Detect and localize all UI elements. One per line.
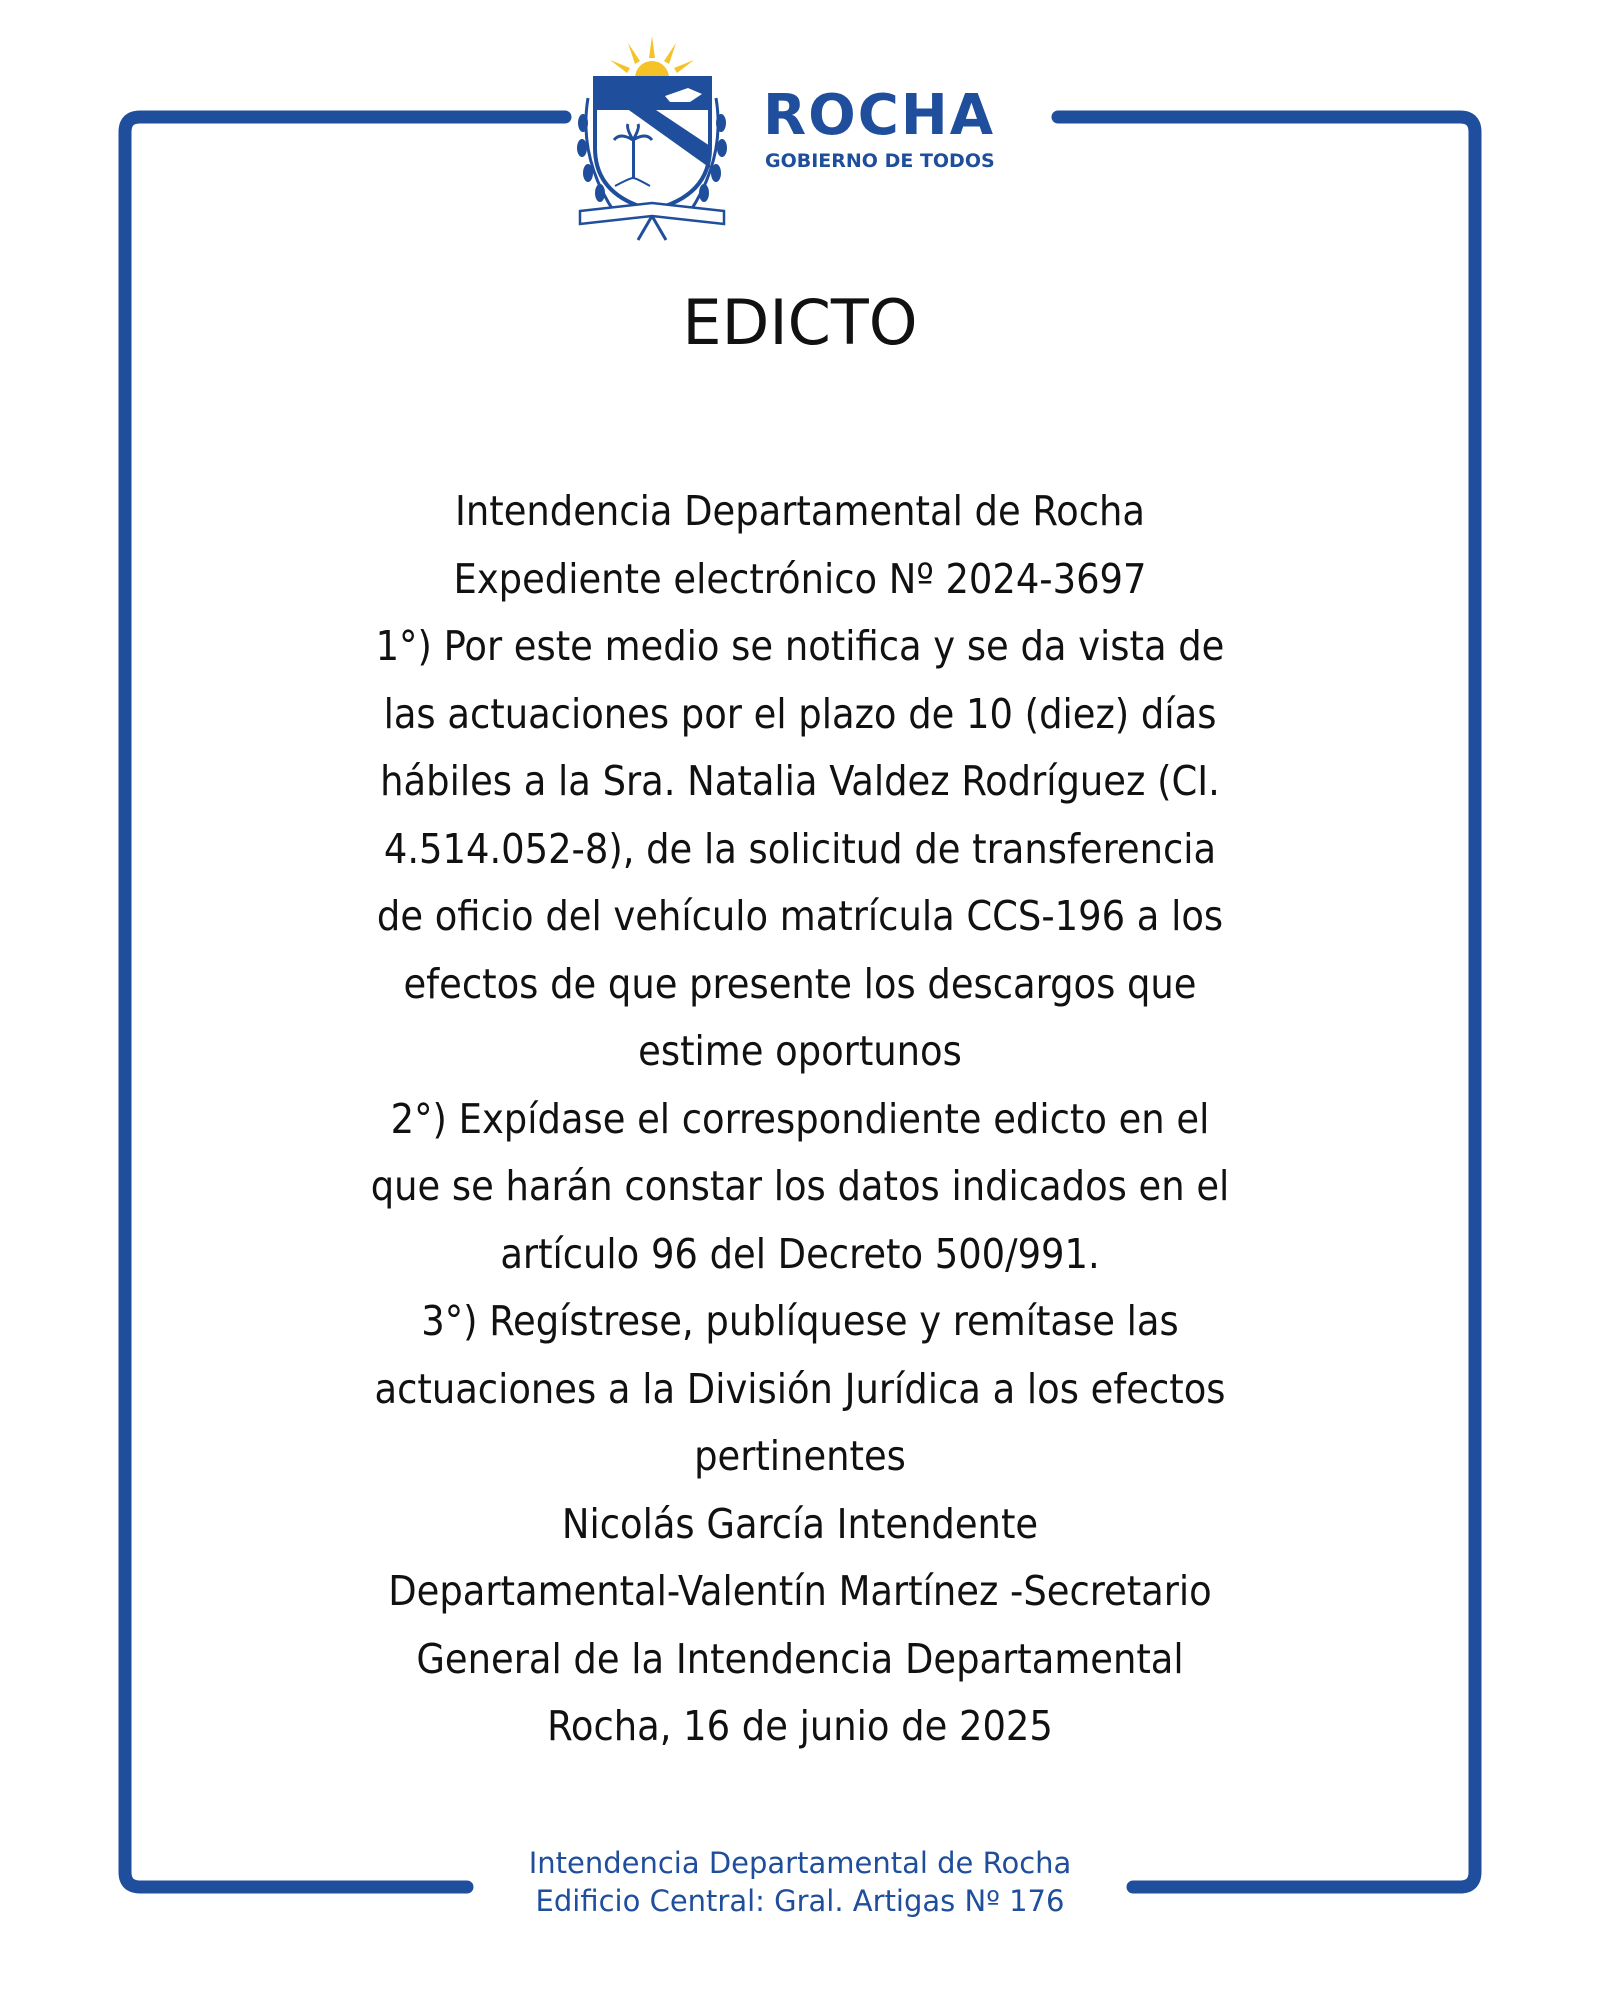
edict-line: artículo 96 del Decreto 500/991. <box>500 1229 1100 1278</box>
footer <box>0 1844 1600 1920</box>
edict-line: efectos de que presente los descargos que <box>403 959 1197 1008</box>
footer-line-address: Edificio Central: Gral. Artigas Nº 176 <box>535 1884 1065 1918</box>
edict-line: de oficio del vehículo matrícula CCS-196 a los <box>376 892 1224 940</box>
edict-line: Rocha, 16 de junio de 2025 <box>547 1702 1053 1750</box>
edict-line: General de la Intendencia Departamental <box>416 1634 1184 1683</box>
edict-line: pertinentes <box>694 1432 906 1480</box>
edict-line: estime oportunos <box>638 1027 962 1075</box>
document-title: EDICTO <box>682 286 918 359</box>
edict-line: 1°) Por este medio se notifica y se da vista de <box>375 622 1225 670</box>
edict-line: 4.514.052-8), de la solicitud de transferencia <box>383 824 1217 873</box>
edict-line: que se harán constar los datos indicados en el <box>370 1162 1230 1210</box>
brand-name: ROCHA <box>763 83 996 148</box>
edict-line: hábiles a la Sra. Natalia Valdez Rodríguez (CI. <box>380 757 1220 805</box>
edict-body <box>175 478 1425 1761</box>
edict-line: actuaciones a la División Jurídica a los efectos <box>374 1364 1226 1413</box>
edict-line: 2°) Expídase el correspondiente edicto en el <box>390 1094 1210 1143</box>
footer-line-institution: Intendencia Departamental de Rocha <box>528 1846 1072 1880</box>
edict-line: Intendencia Departamental de Rocha <box>455 487 1145 535</box>
brand-tagline: GOBIERNO DE TODOS <box>765 150 995 172</box>
edict-line: Nicolás García Intendente <box>561 1499 1039 1548</box>
edict-line: las actuaciones por el plazo de 10 (diez) días <box>383 689 1217 738</box>
edict-line: Departamental-Valentín Martínez -Secretario <box>388 1567 1212 1615</box>
edict-line: 3°) Regístrese, publíquese y remítase las <box>421 1297 1179 1345</box>
edict-line: Expediente electrónico Nº 2024-3697 <box>453 554 1147 603</box>
